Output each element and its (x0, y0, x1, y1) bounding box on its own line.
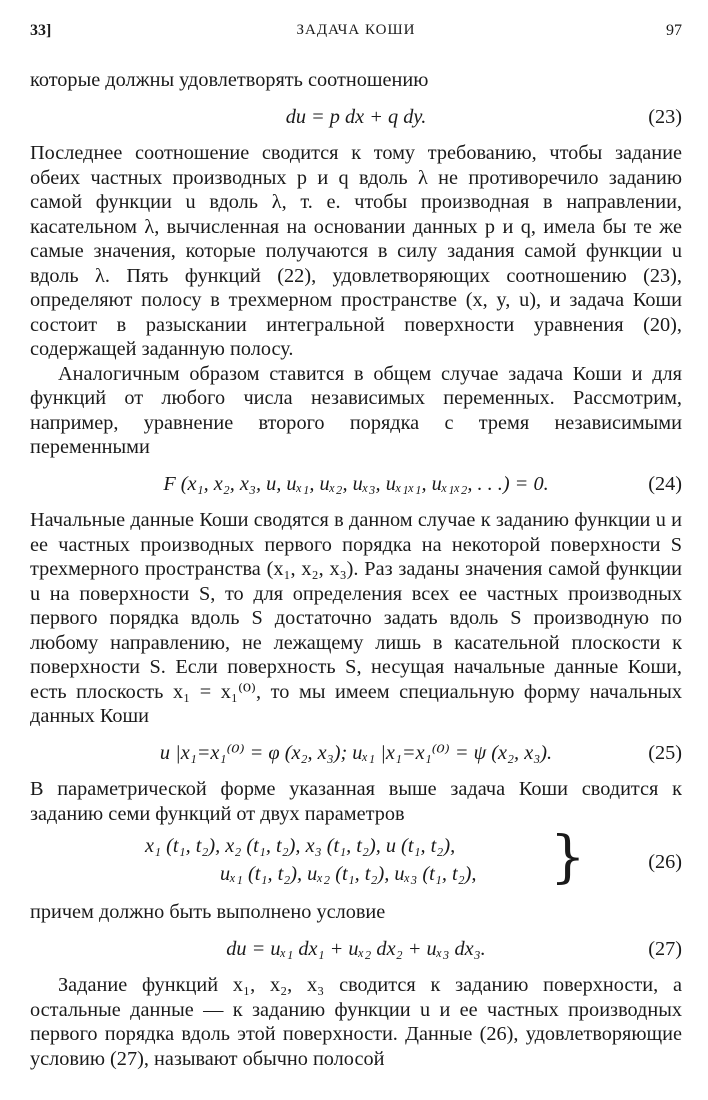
equation-24 (30, 472, 682, 497)
equation-26 (30, 825, 682, 890)
equation-23-formula: du = p dx + q dy. (285, 105, 427, 128)
equation-24-formula: F (x₁, x₂, x₃, u, uₓ₁, uₓ₂, uₓ₃, uₓ₁ₓ₁, uₓ₁ₓ₂, . . .) = 0. (163, 472, 549, 495)
paragraph-7: Задание функций x₁, x₂, x₃ сводится к заданию поверхности, а остальные данные — к заданию функции u и ее частных производных первого порядка вдоль этой поверхности. Данные (26), удовлетворяющие условию (27), называют обычно полосой (30, 974, 682, 1070)
equation-23-number: (23) (648, 105, 682, 128)
paragraph-3: Аналогичным образом ставится в общем случае задача Коши и для функций от любого числа независимых переменных. Рассмотрим, например, уравнение второго порядка с тремя независимыми переменными (30, 362, 682, 458)
paragraph-2: Последнее соотношение сводится к тому требованию, чтобы задание обеих частных производных p и q вдоль λ не противоречило заданию самой функции u вдоль λ, т. е. чтобы производная в направлении, касательном λ, вычисленная на основании данных p и q, имела бы те же самые значения, которые получаются в силу задания самой функции u вдоль λ. Пять функций (22), удовлетворяющих соотношению (23), определяют полосу в трехмерном пространстве (x, y, u), и задача Коши состоит в разыскании интегральной поверхности уравнения (20), содержащей заданную полосу. (30, 142, 682, 360)
page-number: 97 (666, 22, 682, 39)
paragraph-4: Начальные данные Коши сводятся в данном случае к заданию функции u и ее частных производных первого порядка на некоторой поверхности S трехмерного пространства (x₁, x₂, x₃). Раз заданы значения самой функции u на поверхности S, то для определения всех ее частных производных первого порядка вдоль S достаточно задать вдоль S производную по любому направлению, не лежащему лишь в касательной плоскости к поверхности S. Если поверхность S, несущая начальные данные Коши, есть плоскость x₁ = x₁⁽⁰⁾, то мы имеем специальную форму начальных данных Коши (30, 509, 682, 727)
equation-26-number: (26) (648, 851, 682, 873)
section-number: 33] (30, 22, 52, 39)
page-body (30, 68, 682, 1071)
running-title: ЗАДАЧА КОШИ (296, 22, 416, 38)
equation-26-line-2: uₓ₁ (t₁, t₂), uₓ₂ (t₁, t₂), uₓ₃ (t₁, t₂), (220, 863, 477, 885)
paragraph-1: которые должны удовлетворять соотношению (30, 69, 429, 91)
equation-25-number: (25) (648, 741, 682, 764)
equation-23 (30, 105, 682, 130)
running-header (30, 22, 682, 46)
paragraph-5: В параметрической форме указанная выше задача Коши сводится к заданию семи функций от двух параметров (30, 778, 682, 825)
equation-26-line-1: x₁ (t₁, t₂), x₂ (t₁, t₂), x₃ (t₁, t₂), u (t₁, t₂), (145, 835, 456, 857)
equation-27-formula: du = uₓ₁ dx₁ + uₓ₂ dx₂ + uₓ₃ dx₃. (226, 937, 486, 960)
equation-27-number: (27) (648, 937, 682, 960)
equation-25-formula: u |x₁=x₁⁽⁰⁾ = φ (x₂, x₃); uₓ₁ |x₁=x₁⁽⁰⁾ = ψ (x₂, x₃). (159, 741, 553, 764)
paragraph-6: причем должно быть выполнено условие (30, 901, 386, 923)
right-brace: } (550, 825, 586, 890)
equation-25 (30, 741, 682, 766)
equation-24-number: (24) (648, 472, 682, 495)
equation-27 (30, 937, 682, 962)
